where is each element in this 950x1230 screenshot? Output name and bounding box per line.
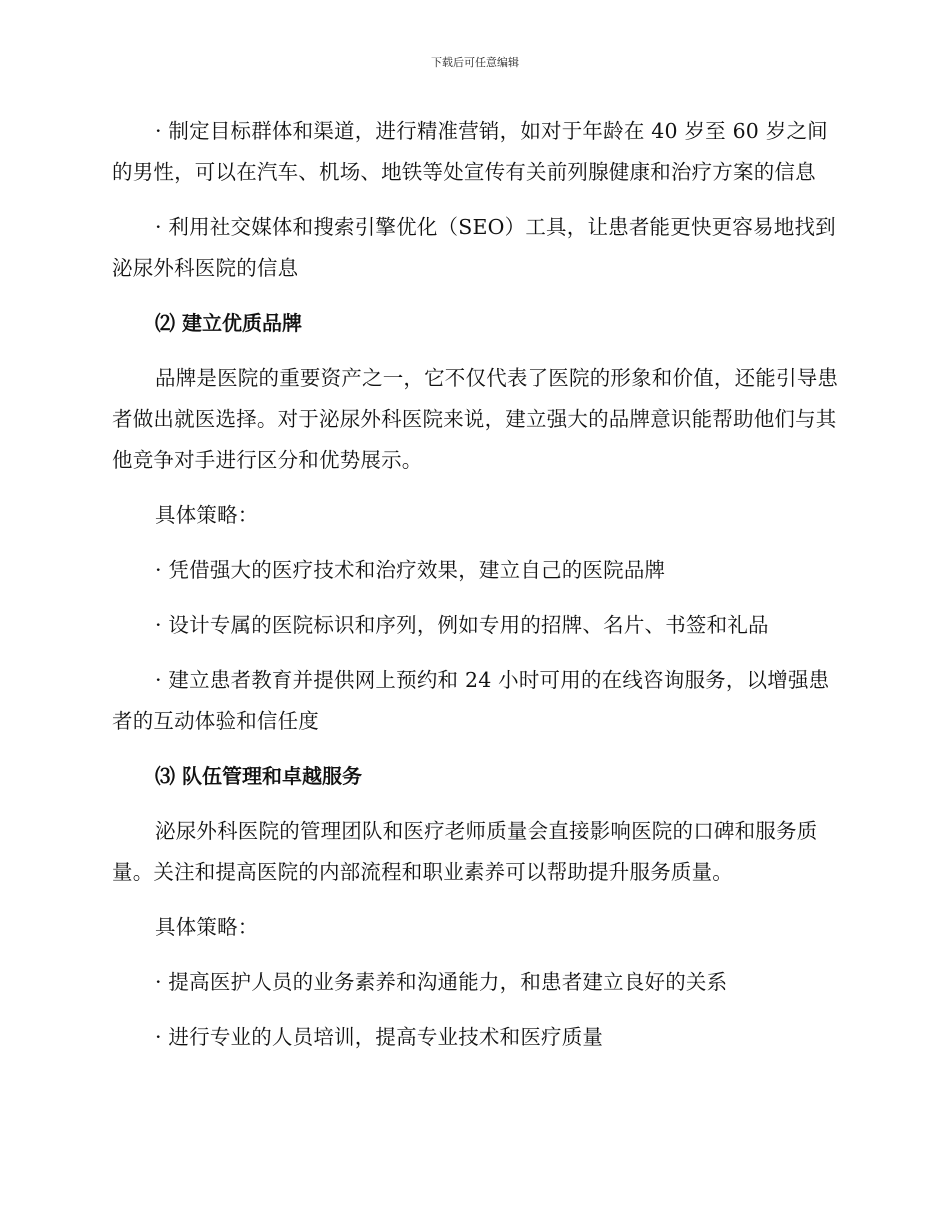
bullet-paragraph: · 建立患者教育并提供网上预约和 24 小时可用的在线咨询服务，以增强患者的互动体验和信任度 xyxy=(112,668,830,733)
page-header: 下载后可任意编辑 xyxy=(431,56,519,69)
document-body xyxy=(112,111,842,1072)
bullet-paragraph: · 凭借强大的医疗技术和治疗效果，建立自己的医院品牌 xyxy=(155,558,666,582)
section-heading: ⑶ 队伍管理和卓越服务 xyxy=(155,764,362,788)
section-heading: ⑵ 建立优质品牌 xyxy=(155,311,302,335)
bullet-paragraph: · 制定目标群体和渠道，进行精准营销，如对于年龄在 40 岁至 60 岁之间的男性，可以在汽车、机场、地铁等处宣传有关前列腺健康和治疗方案的信息 xyxy=(112,119,828,184)
strategy-label: 具体策略： xyxy=(155,503,259,527)
bullet-paragraph: · 设计专属的医院标识和序列，例如专用的招牌、名片、书签和礼品 xyxy=(155,613,769,637)
bullet-paragraph: · 提高医护人员的业务素养和沟通能力，和患者建立良好的关系 xyxy=(155,970,728,994)
bullet-paragraph: · 进行专业的人员培训，提高专业技术和医疗质量 xyxy=(155,1025,604,1049)
body-paragraph: 泌尿外科医院的管理团队和医疗老师质量会直接影响医院的口碑和服务质量。关注和提高医院的内部流程和职业素养可以帮助提升服务质量。 xyxy=(112,819,818,884)
strategy-label: 具体策略： xyxy=(155,915,259,939)
bullet-paragraph: · 利用社交媒体和搜索引擎优化（SEO）工具，让患者能更快更容易地找到泌尿外科医院的信息 xyxy=(112,215,836,280)
body-paragraph: 品牌是医院的重要资产之一，它不仅代表了医院的形象和价值，还能引导患者做出就医选择。对于泌尿外科医院来说，建立强大的品牌意识能帮助他们与其他竞争对手进行区分和优势展示。 xyxy=(112,366,839,472)
